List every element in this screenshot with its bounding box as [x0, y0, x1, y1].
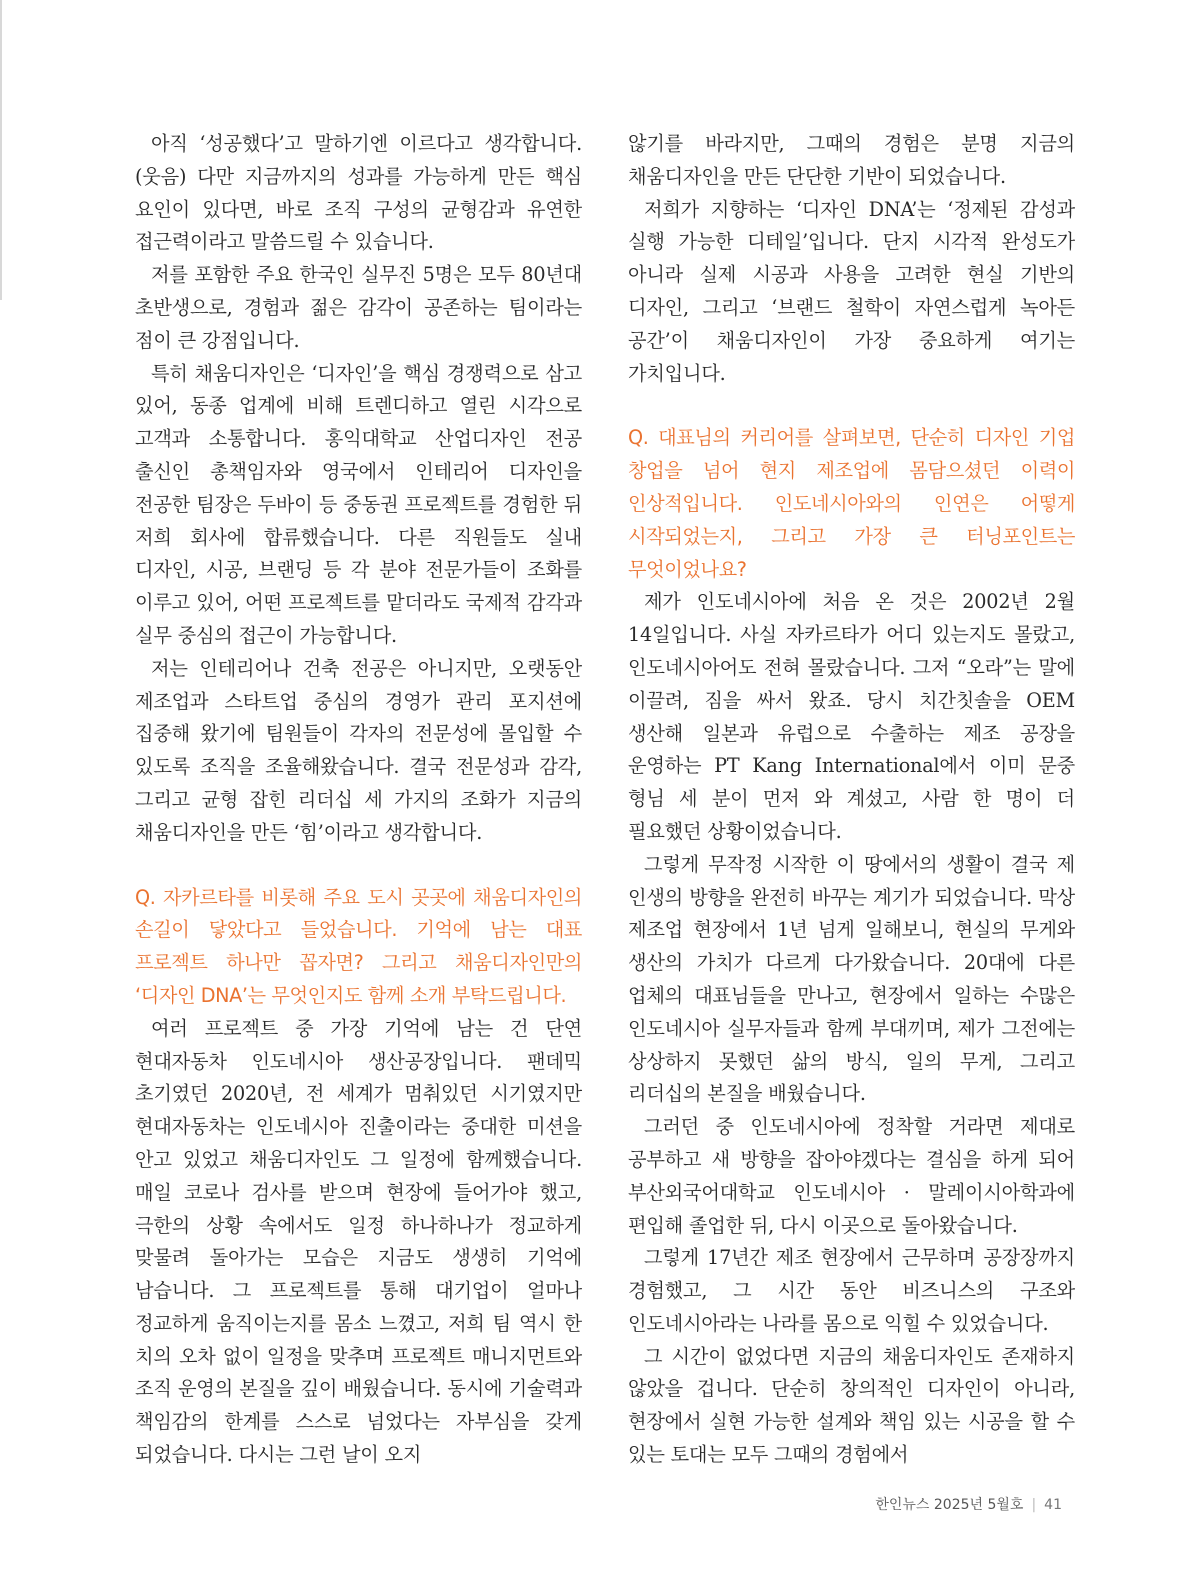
page-edge-rule [0, 0, 2, 300]
page-footer [875, 1494, 1062, 1514]
body-paragraph: 저희가 지향하는 ‘디자인 DNA’는 ‘정제된 감성과 실행 가능한 디테일’입니다. 단지 시각적 완성도가 아니라 실제 시공과 사용을 고려한 현실 기반의 디자인, 그리고 ‘브랜드 철학이 자연스럽게 녹아든 공간’이 채움디자인이 가장 중요하게 여기는 가치입니다. [628, 197, 1075, 385]
left-column [135, 128, 582, 1472]
body-paragraph: 저는 인테리어나 건축 전공은 아니지만, 오랫동안 제조업과 스타트업 중심의 경영가 관리 포지션에 집중해 왔기에 팀원들이 각자의 전문성에 몰입할 수 있도록 조직을 조율해왔습니다. 결국 전문성과 감각, 그리고 균형 잡힌 리더십 세 가지의 조화가 지금의 채움디자인을 만든 ‘힘’이라고 생각합니다. [135, 656, 582, 844]
body-paragraph: 그렇게 무작정 시작한 이 땅에서의 생활이 결국 제 인생의 방향을 완전히 바꾸는 계기가 되었습니다. 막상 제조업 현장에서 1년 넘게 일해보니, 현실의 무게와 생산의 가치가 다르게 다가왔습니다. 20대에 다른 업체의 대표님들을 만나고, 현장에서 일하는 수많은 인도네시아 실무자들과 함께 부대끼며, 제가 그전에는 상상하지 못했던 삶의 방식, 일의 무게, 그리고 리더십의 본질을 배웠습니다. [628, 852, 1075, 1106]
section-gap [628, 390, 1075, 422]
section-gap [135, 850, 582, 882]
page-number: 41 [1044, 1497, 1062, 1513]
interview-question: Q. 자카르타를 비롯해 주요 도시 곳곳에 채움디자인의 손길이 닿았다고 들었습니다. 기억에 남는 대표 프로젝트 하나만 꼽자면? 그리고 채움디자인만의 ‘디자인 DNA’는 무엇인지도 함께 소개 부탁드립니다. [135, 885, 582, 1007]
issue-label: 한인뉴스 2025년 5월호 [875, 1497, 1024, 1513]
body-paragraph: 그렇게 17년간 제조 현장에서 근무하며 공장장까지 경험했고, 그 시간 동안 비즈니스의 구조와 인도네시아라는 나라를 몸으로 익힐 수 있었습니다. [628, 1246, 1075, 1335]
interview-question: Q. 대표님의 커리어를 살펴보면, 단순히 디자인 기업 창업을 넘어 현지 제조업에 몸담으셨던 이력이 인상적입니다. 인도네시아와의 인연은 어떻게 시작되었는지, 그리고 가장 큰 터닝포인트는 무엇이었나요? [628, 426, 1075, 581]
body-paragraph-continued: 않기를 바라지만, 그때의 경험은 분명 지금의 채움디자인을 만든 단단한 기반이 되었습니다. [628, 132, 1075, 188]
body-paragraph: 저를 포함한 주요 한국인 실무진 5명은 모두 80년대 초반생으로, 경험과 젊은 감각이 공존하는 팀이라는 점이 큰 강점입니다. [135, 263, 582, 352]
body-paragraph: 여러 프로젝트 중 가장 기억에 남는 건 단연 현대자동차 인도네시아 생산공장입니다. 팬데믹 초기였던 2020년, 전 세계가 멈춰있던 시기였지만 현대자동차는 인도네시아 진출이라는 중대한 미션을 안고 있었고 채움디자인도 그 일정에 함께했습니다. 매일 코로나 검사를 받으며 현장에 들어가야 했고, 극한의 상황 속에서도 일정 하나하나가 정교하게 맞물려 돌아가는 모습은 지금도 생생히 기억에 남습니다. 그 프로젝트를 통해 대기업이 얼마나 정교하게 움직이는지를 몸소 느꼈고, 저희 팀 역시 한 치의 오차 없이 일정을 맞추며 프로젝트 매니지먼트와 조직 운영의 본질을 깊이 배웠습니다. 동시에 기술력과 책임감의 한계를 스스로 넘었다는 자부심을 갖게 되었습니다. 다시는 그런 날이 오지 [135, 1016, 582, 1467]
right-column [628, 128, 1075, 1472]
body-paragraph: 그 시간이 없었다면 지금의 채움디자인도 존재하지 않았을 겁니다. 단순히 창의적인 디자인이 아니라, 현장에서 실현 가능한 설계와 책임 있는 시공을 할 수 있는 토대는 모두 그때의 경험에서 [628, 1344, 1075, 1467]
body-paragraph: 특히 채움디자인은 ‘디자인’을 핵심 경쟁력으로 삼고 있어, 동종 업계에 비해 트렌디하고 열린 시각으로 고객과 소통합니다. 홍익대학교 산업디자인 전공 출신인 총책임자와 영국에서 인테리어 디자인을 전공한 팀장은 두바이 등 중동권 프로젝트를 경험한 뒤 저희 회사에 합류했습니다. 다른 직원들도 실내 디자인, 시공, 브랜딩 등 각 분야 전문가들이 조화를 이루고 있어, 어떤 프로젝트를 맡더라도 국제적 감각과 실무 중심의 접근이 가능합니다. [135, 361, 582, 647]
body-paragraph: 제가 인도네시아에 처음 온 것은 2002년 2월 14일입니다. 사실 자카르타가 어디 있는지도 몰랐고, 인도네시아어도 전혀 몰랐습니다. 그저 “오라”는 말에 이끌려, 짐을 싸서 왔죠. 당시 치간칫솔을 OEM 생산해 일본과 유럽으로 수출하는 제조 공장을 운영하는 PT Kang International에서 이미 문중 형님 세 분이 먼저 와 계셨고, 사람 한 명이 더 필요했던 상황이었습니다. [628, 590, 1075, 843]
footer-separator: | [1031, 1497, 1037, 1513]
body-paragraph: 그러던 중 인도네시아에 정착할 거라면 제대로 공부하고 새 방향을 잡아야겠다는 결심을 하게 되어 부산외국어대학교 인도네시아 · 말레이시아학과에 편입해 졸업한 뒤, 다시 이곳으로 돌아왔습니다. [628, 1115, 1075, 1237]
body-paragraph: 아직 ‘성공했다’고 말하기엔 이르다고 생각합니다. (웃음) 다만 지금까지의 성과를 가능하게 만든 핵심 요인이 있다면, 바로 조직 구성의 균형감과 유연한 접근력이라고 말씀드릴 수 있습니다. [135, 132, 582, 254]
